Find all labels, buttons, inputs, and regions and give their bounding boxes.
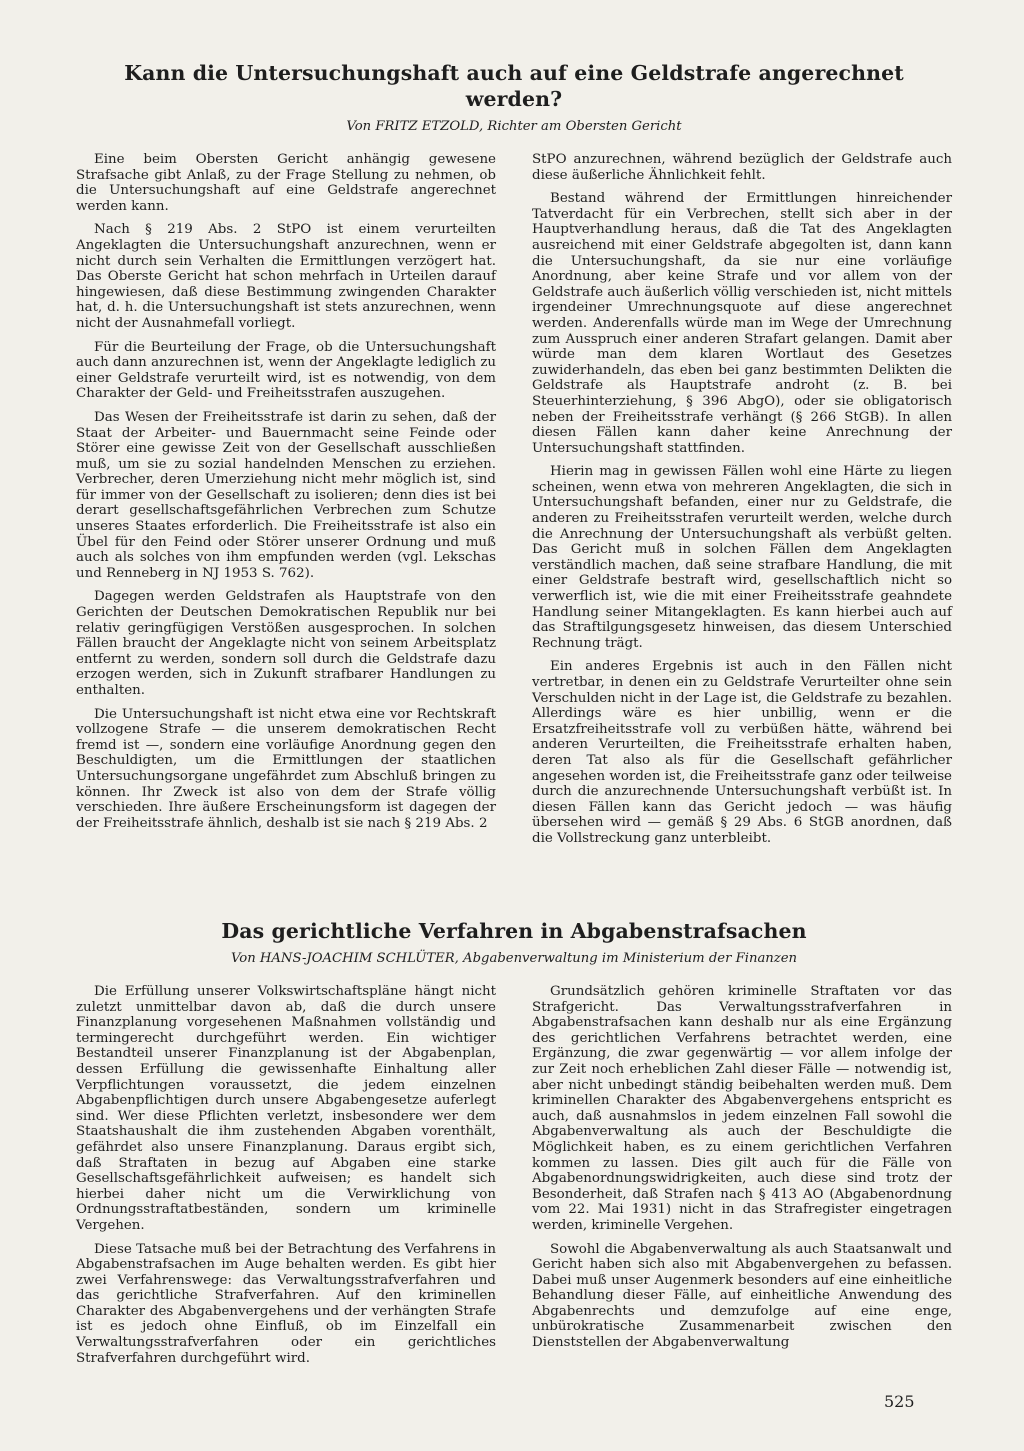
- paragraph: Eine beim Obersten Gericht anhängig gewesene Strafsache gibt Anlaß, zu der Frage Stellung zu nehmen, ob die Untersuchungshaft auf eine Geldstrafe angerechnet werden kann.: [76, 152, 496, 214]
- paragraph: Hierin mag in gewissen Fällen wohl eine Härte zu liegen scheinen, wenn etwa von mehreren Angeklagten, die sich in Untersuchungshaft befanden, einer nur zu Geldstrafe, die anderen zu Freiheitsstrafen verurteilt werden, welche durch die Anrechnung der Untersuchungshaft als verbüßt gelten. Das Gericht muß in solchen Fällen dem Angeklagten verständlich machen, daß seine strafbare Handlung, die mit einer Geldstrafe bestraft wird, gesellschaftlich nicht so verwerflich ist, wie die mit einer Freiheitsstrafe geahndete Handlung seiner Mitangeklagten. Es kann hierbei auch auf das Straftilgungsgesetz hinweisen, das diesem Unterschied Rechnung trägt.: [532, 464, 952, 651]
- page-number: 525: [884, 1392, 915, 1411]
- paragraph: Die Untersuchungshaft ist nicht etwa eine vor Rechtskraft vollzogene Strafe — die unserem demokratischen Recht fremd ist —, sondern eine vorläufige Anordnung gegen den Beschuldigten, um die Ermittlungen der staatlichen Untersuchungsorgane ungefährdet zum Abschluß bringen zu können. Ihr Zweck ist also von dem der Strafe völlig verschieden. Ihre äußere Erscheinungsform ist dagegen der der Freiheitsstrafe ähnlich, deshalb ist sie nach § 219 Abs. 2: [76, 706, 496, 831]
- paragraph: Diese Tatsache muß bei der Betrachtung des Verfahrens in Abgabenstrafsachen im Auge behalten werden. Es gibt hier zwei Verfahrenswege: das Verwaltungsstrafverfahren und das gerichtliche Strafverfahren. Auf den kriminellen Charakter des Abgabenvergehens und der verhängten Strafe ist es jedoch ohne Einfluß, ob im Einzelfall ein Verwaltungsstrafverfahren oder ein gerichtliches Strafverfahren durchgeführt wird.: [76, 1241, 496, 1366]
- left-column: [76, 984, 496, 1374]
- article-title: Kann die Untersuchungshaft auch auf eine Geldstrafe angerechnet werden?: [124, 61, 904, 111]
- article-byline: Von FRITZ ETZOLD, Richter am Obersten Gericht: [346, 119, 682, 134]
- paragraph: Nach § 219 Abs. 2 StPO ist einem verurteilten Angeklagten die Untersuchungshaft anzurechnen, wenn er nicht durch sein Verhalten die Ermittlungen verzögert hat. Das Oberste Gericht hat schon mehrfach in Urteilen darauf hingewiesen, daß diese Bestimmung zwingenden Charakter hat, d. h. die Untersuchungshaft ist stets anzurechnen, wenn nicht der Ausnahmefall vorliegt.: [76, 222, 496, 331]
- article-columns: [76, 984, 952, 1374]
- article-abgabenstrafsachen: [76, 918, 952, 1374]
- paragraph: Dagegen werden Geldstrafen als Hauptstrafe von den Gerichten der Deutschen Demokratischen Republik nur bei relativ geringfügigen Verstößen ausgesprochen. In solchen Fällen braucht der Angeklagte nicht von seinem Arbeitsplatz entfernt zu werden, sondern soll durch die Geldstrafe dazu erzogen werden, sich in Zukunft strafbarer Handlungen zu enthalten.: [76, 589, 496, 698]
- right-column: [532, 152, 952, 855]
- article-title: Das gerichtliche Verfahren in Abgabenstrafsachen: [221, 919, 807, 943]
- left-column: [76, 152, 496, 855]
- paragraph: Die Erfüllung unserer Volkswirtschaftspläne hängt nicht zuletzt unmittelbar davon ab, daß die durch unsere Finanzplanung vorgesehenen Maßnahmen vollständig und termingerecht durchgeführt werden. Ein wichtiger Bestandteil unserer Finanzplanung ist der Abgabenplan, dessen Erfüllung die gewissenhafte Einhaltung aller Verpflichtungen voraussetzt, die jedem einzelnen Abgabenpflichtigen durch unsere Abgabengesetze auferlegt sind. Wer diese Pflichten verletzt, insbesondere wer dem Staatshaushalt die ihm zustehenden Abgaben vorenthält, gefährdet also unsere Finanzplanung. Daraus ergibt sich, daß Straftaten in bezug auf Abgaben eine starke Gesellschaftsgefährlichkeit aufweisen; es handelt sich hierbei daher nicht um die Verwirklichung von Ordnungsstraftatbeständen, sondern um kriminelle Vergehen.: [76, 984, 496, 1233]
- right-column: [532, 984, 952, 1374]
- paragraph: Grundsätzlich gehören kriminelle Straftaten vor das Strafgericht. Das Verwaltungsstrafverfahren in Abgabenstrafsachen kann deshalb nur als eine Ergänzung des gerichtlichen Verfahrens betrachtet werden, eine Ergänzung, die zwar gegenwärtig — vor allem infolge der zur Zeit noch erheblichen Zahl dieser Fälle — notwendig ist, aber nicht unbedingt ständig beibehalten werden muß. Dem kriminellen Charakter des Abgabenvergehens entspricht es auch, daß ausnahmslos in jedem einzelnen Fall sowohl die Abgabenverwaltung als auch der Beschuldigte die Möglichkeit haben, es zu einem gerichtlichen Verfahren kommen zu lassen. Dies gilt auch für die Fälle von Abgabenordnungswidrigkeiten, auch diese sind trotz der Besonderheit, daß Strafen nach § 413 AO (Abgabenordnung vom 22. Mai 1931) nicht in das Strafregister eingetragen werden, kriminelle Vergehen.: [532, 984, 952, 1233]
- article-untersuchungshaft: [76, 60, 952, 855]
- paragraph: Ein anderes Ergebnis ist auch in den Fällen nicht vertretbar, in denen ein zu Geldstrafe Verurteilter ohne sein Verschulden nicht in der Lage ist, die Geldstrafe zu bezahlen. Allerdings wäre es hier unbillig, wenn er die Ersatzfreiheitsstrafe voll zu verbüßen hätte, während bei anderen Verurteilten, die Freiheitsstrafe erhalten haben, deren Tat also als für die Gesellschaft gefährlicher angesehen worden ist, die Freiheitsstrafe ganz oder teilweise durch die anzurechnende Untersuchungshaft verbüßt ist. In diesen Fällen kann das Gericht jedoch — was häufig übersehen wird — gemäß § 29 Abs. 6 StGB anordnen, daß die Vollstreckung ganz unterbleibt.: [532, 659, 952, 846]
- paragraph: Das Wesen der Freiheitsstrafe ist darin zu sehen, daß der Staat der Arbeiter- und Bauernmacht seine Feinde oder Störer eine gewisse Zeit von der Gesellschaft ausschließen muß, um sie zu sozial handelnden Menschen zu erziehen. Verbrecher, deren Umerziehung nicht mehr möglich ist, sind für immer von der Gesellschaft zu isolieren; denn dies ist bei derart gesellschaftsgefährlichen Verbrechen zum Schutze unseres Staates erforderlich. Die Freiheitsstrafe ist also ein Übel für den Feind oder Störer unserer Ordnung und muß auch als solches von ihm empfunden werden (vgl. Lekschas und Renneberg in NJ 1953 S. 762).: [76, 409, 496, 581]
- paragraph: Bestand während der Ermittlungen hinreichender Tatverdacht für ein Verbrechen, stellt sich aber in der Hauptverhandlung heraus, daß die Tat des Angeklagten ausreichend mit einer Geldstrafe abgegolten ist, dann kann die Untersuchungshaft, da sie nur eine vorläufige Anordnung, aber keine Strafe und vor allem von der Geldstrafe auch äußerlich völlig verschieden ist, nicht mittels irgendeiner Umrechnungsquote auf diese angerechnet werden. Anderenfalls würde man im Wege der Umrechnung zum Ausspruch einer anderen Strafart gelangen. Damit aber würde man dem klaren Wortlaut des Gesetzes zuwiderhandeln, das eben bei ganz bestimmten Delikten die Geldstrafe als Hauptstrafe androht (z. B. bei Steuerhinterziehung, § 396 AbgO), oder sie obligatorisch neben der Freiheitsstrafe verhängt (§ 266 StGB). In allen diesen Fällen kann daher keine Anrechnung der Untersuchungshaft stattfinden.: [532, 191, 952, 456]
- paragraph: Sowohl die Abgabenverwaltung als auch Staatsanwalt und Gericht haben sich also mit Abgabenvergehen zu befassen. Dabei muß unser Augenmerk besonders auf eine einheitliche Behandlung dieser Fälle, auf einheitliche Anwendung des Abgabenrechts und demzufolge auf eine enge, unbürokratische Zusammenarbeit zwischen den Dienststellen der Abgabenverwaltung: [532, 1241, 952, 1351]
- paragraph-continuation: StPO anzurechnen, während bezüglich der Geldstrafe auch diese äußerliche Ähnlichkeit fehlt.: [532, 152, 952, 183]
- paragraph: Für die Beurteilung der Frage, ob die Untersuchungshaft auch dann anzurechnen ist, wenn der Angeklagte lediglich zu einer Geldstrafe verurteilt wird, ist es notwendig, von dem Charakter der Geld- und Freiheitsstrafen auszugehen.: [76, 339, 496, 402]
- article-columns: [76, 152, 952, 855]
- article-byline: Von HANS-JOACHIM SCHLÜTER, Abgabenverwaltung im Ministerium der Finanzen: [230, 951, 798, 966]
